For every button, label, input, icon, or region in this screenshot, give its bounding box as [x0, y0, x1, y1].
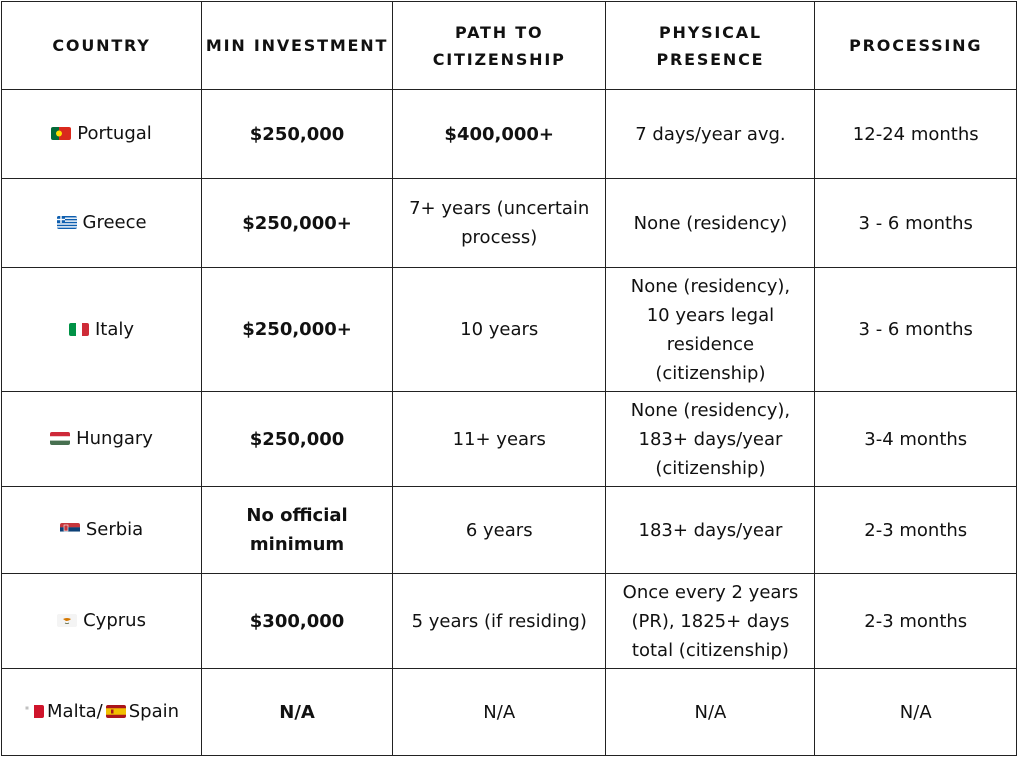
header-physical-presence: PHYSICAL PRESENCE: [606, 2, 815, 90]
path-cell: 10 years: [393, 268, 606, 392]
country-cell: Serbia: [2, 487, 202, 574]
processing-cell: 3-4 months: [815, 392, 1017, 487]
header-country: COUNTRY: [2, 2, 202, 90]
country-cell: Hungary: [2, 392, 202, 487]
presence-cell: 7 days/year avg.: [606, 90, 815, 179]
processing-cell: 2-3 months: [815, 487, 1017, 574]
presence-cell: None (residency), 183+ days/year (citizenship): [606, 392, 815, 487]
presence-cell: None (residency), 10 years legal residence (citizenship): [606, 268, 815, 392]
hungary-flag-icon: [50, 432, 70, 445]
path-cell: N/A: [393, 669, 606, 756]
header-processing: PROCESSING: [815, 2, 1017, 90]
min-investment-cell: $300,000: [202, 574, 393, 669]
processing-cell: 3 - 6 months: [815, 179, 1017, 268]
portugal-flag-icon: [51, 127, 71, 140]
presence-cell: N/A: [606, 669, 815, 756]
min-investment-cell: No official minimum: [202, 487, 393, 574]
table-row: [2, 392, 1017, 487]
path-cell: 6 years: [393, 487, 606, 574]
table-row: [2, 669, 1017, 756]
header-min-investment: MIN INVESTMENT: [202, 2, 393, 90]
italy-flag-icon: [69, 323, 89, 336]
presence-cell: 183+ days/year: [606, 487, 815, 574]
path-cell: 5 years (if residing): [393, 574, 606, 669]
greece-flag-icon: [57, 216, 77, 229]
presence-cell: None (residency): [606, 179, 815, 268]
table-row: [2, 90, 1017, 179]
header-row: [2, 2, 1017, 90]
country-cell: Italy: [2, 268, 202, 392]
min-investment-cell: $250,000+: [202, 179, 393, 268]
table-row: [2, 179, 1017, 268]
path-cell: 11+ years: [393, 392, 606, 487]
min-investment-cell: $250,000: [202, 90, 393, 179]
country-cell: Portugal: [2, 90, 202, 179]
path-cell: 7+ years (uncertain process): [393, 179, 606, 268]
min-investment-cell: $250,000+: [202, 268, 393, 392]
min-investment-cell: N/A: [202, 669, 393, 756]
spain-flag-icon: [106, 705, 126, 718]
table-row: [2, 268, 1017, 392]
processing-cell: 12-24 months: [815, 90, 1017, 179]
path-cell: $400,000+: [393, 90, 606, 179]
processing-cell: 3 - 6 months: [815, 268, 1017, 392]
comparison-table: [1, 1, 1017, 756]
country-cell: Malta/ Spain: [2, 669, 202, 756]
processing-cell: N/A: [815, 669, 1017, 756]
min-investment-cell: $250,000: [202, 392, 393, 487]
presence-cell: Once every 2 years (PR), 1825+ days total (citizenship): [606, 574, 815, 669]
table-row: [2, 574, 1017, 669]
header-path-to-citizenship: PATH TO CITIZENSHIP: [393, 2, 606, 90]
country-cell: Greece: [2, 179, 202, 268]
serbia-flag-icon: [60, 523, 80, 536]
cyprus-flag-icon: [57, 614, 77, 627]
processing-cell: 2-3 months: [815, 574, 1017, 669]
table-row: [2, 487, 1017, 574]
country-cell: Cyprus: [2, 574, 202, 669]
malta-flag-icon: [24, 705, 44, 718]
